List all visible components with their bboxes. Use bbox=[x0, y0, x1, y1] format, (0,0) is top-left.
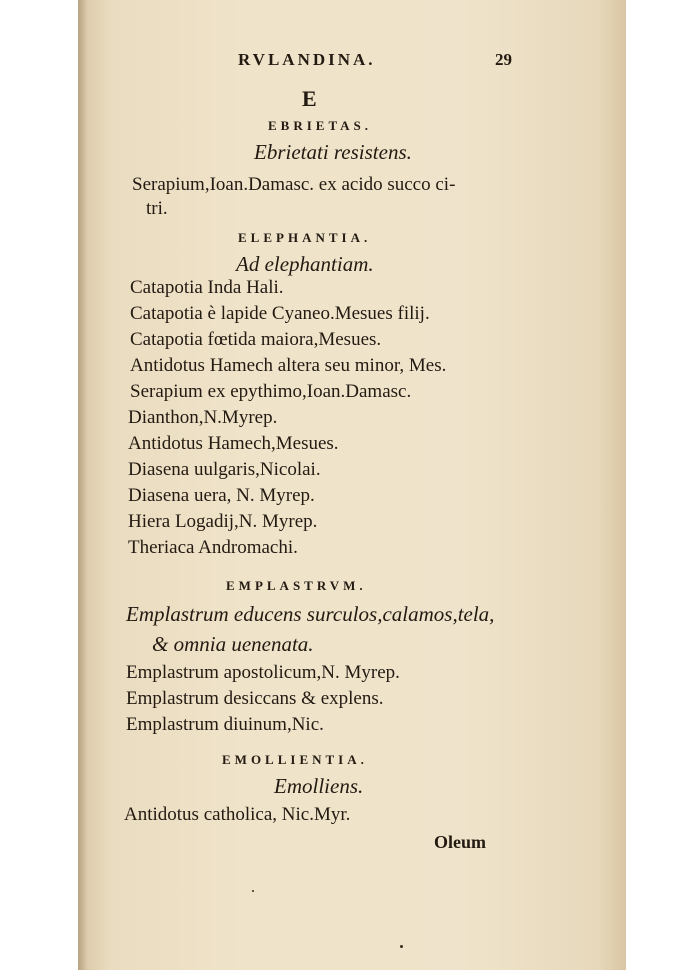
book-page bbox=[78, 0, 626, 970]
text-line: Diasena uulgaris,Nicolai. bbox=[128, 459, 321, 480]
heading-ebrietas: EBRIETAS. bbox=[268, 118, 373, 133]
heading-emplastrum: EMPLASTRVM. bbox=[226, 578, 367, 593]
gutter-shadow bbox=[78, 0, 88, 970]
subheading-ebrietas: Ebrietati resistens. bbox=[254, 140, 412, 164]
subheading-elephantia: Ad elephantiam. bbox=[236, 252, 374, 276]
subheading-emplastrum: Emplastrum educens surculos,calamos,tela, bbox=[126, 602, 495, 626]
text-line: Catapotia è lapide Cyaneo.Mesues filij. bbox=[130, 303, 430, 324]
text-line: tri. bbox=[146, 198, 168, 219]
text-line: Catapotia Inda Hali. bbox=[130, 277, 284, 298]
text-line: Catapotia fœtida maiora,Mesues. bbox=[130, 329, 382, 350]
text-line: Emplastrum diuinum,Nic. bbox=[126, 714, 324, 735]
text-line: Serapium,Ioan.Damasc. ex acido succo ci- bbox=[132, 174, 456, 195]
text-line: Hiera Logadij,N. Myrep. bbox=[128, 511, 318, 532]
text-line: Emplastrum apostolicum,N. Myrep. bbox=[126, 662, 400, 683]
text-line: Serapium ex epythimo,Ioan.Damasc. bbox=[130, 381, 412, 402]
running-title: RVLANDINA. bbox=[238, 50, 376, 69]
text-line: Antidotus catholica, Nic.Myr. bbox=[124, 804, 351, 825]
text-line: Theriaca Andromachi. bbox=[128, 537, 298, 558]
heading-emollientia: EMOLLIENTIA. bbox=[222, 752, 368, 767]
ink-speck bbox=[400, 945, 403, 948]
catchword: Oleum bbox=[434, 832, 486, 852]
ink-speck bbox=[252, 890, 254, 892]
page-number: 29 bbox=[495, 50, 512, 69]
text-line: Antidotus Hamech altera seu minor, Mes. bbox=[130, 355, 447, 376]
subheading-emollientia: Emolliens. bbox=[274, 774, 364, 798]
section-letter: E bbox=[302, 86, 317, 111]
heading-elephantia: ELEPHANTIA. bbox=[238, 230, 372, 245]
text-line: Dianthon,N.Myrep. bbox=[128, 407, 278, 428]
text-line: Emplastrum desiccans & explens. bbox=[126, 688, 384, 709]
subheading-emplastrum-continued: & omnia uenenata. bbox=[152, 632, 314, 656]
text-line: Diasena uera, N. Myrep. bbox=[128, 485, 315, 506]
text-line: Antidotus Hamech,Mesues. bbox=[128, 433, 339, 454]
